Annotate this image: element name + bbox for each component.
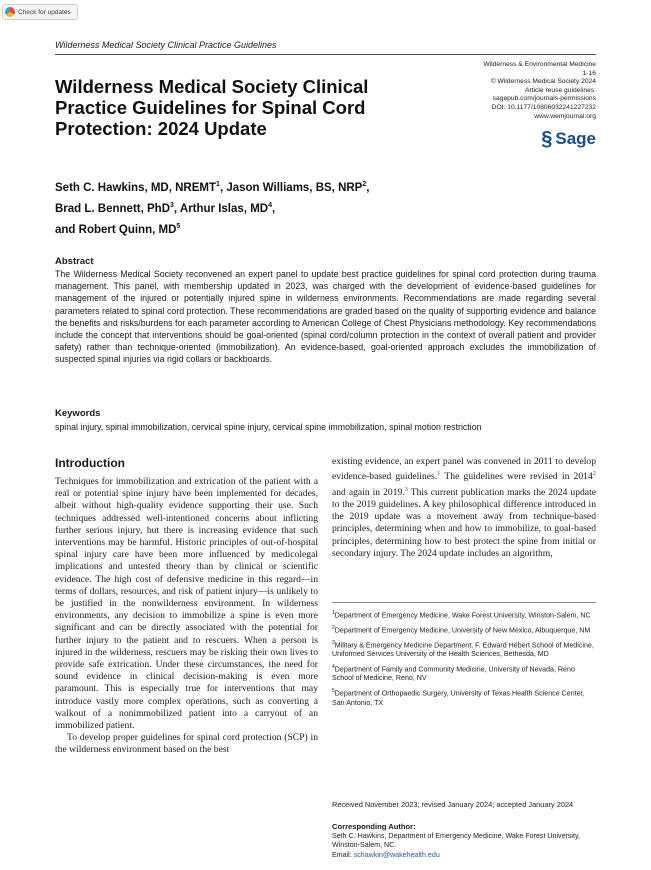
author-affil-ref: 4 xyxy=(268,201,272,209)
author-list xyxy=(55,176,475,238)
check-for-updates-badge[interactable] xyxy=(2,4,78,20)
reuse-label: Article reuse guidelines: xyxy=(525,86,596,94)
citation-link[interactable]: 3 xyxy=(404,485,408,493)
author-line: Brad L. Bennett, PhD$^3$, Arthur Islas, $MD^4$, xyxy=(55,201,276,215)
affiliation-item: $^1$Department of Emergency Medicine, Wake Forest University, Winston-Salem, NC xyxy=(332,610,591,620)
corresponding-author-heading: Corresponding Author: xyxy=(332,822,416,831)
received-dates: Received November 2023; revised January 2024; accepted January 2024 xyxy=(332,800,574,809)
check-updates-icon xyxy=(5,7,15,17)
affiliation-item: $^3$Military & Emergency Medicine Department, F. Edward Hébert School of Medicine, Uniformed Services University of the Health Sciences, Bethesda, MD xyxy=(332,639,594,659)
keywords-text: spinal injury, spinal immobilization, cervical spine injury, cervical spine immobilization, spinal motion restriction xyxy=(55,422,482,432)
corresponding-author-address: Seth C. Hawkins, Department of Emergency Medicine, Wake Forest University, Winston-Salem, NC. xyxy=(332,832,580,850)
check-updates-label: Check for updates xyxy=(18,8,71,16)
author-name: Arthur Islas, MD xyxy=(179,202,269,215)
author-affil-ref: 5 xyxy=(176,222,181,230)
abstract-heading: Abstract xyxy=(55,256,94,267)
citation-link[interactable]: 1 xyxy=(437,470,441,478)
journal-name: Wilderness & Environmental Medicine xyxy=(483,61,596,68)
publisher-logo xyxy=(541,129,596,149)
journal-meta xyxy=(406,61,596,121)
affiliations-divider xyxy=(332,602,596,603)
page-range: 1-16 xyxy=(582,69,596,77)
introduction-heading: Introduction xyxy=(55,456,125,470)
journal-website[interactable]: www.wemjournal.org xyxy=(534,112,596,120)
intro-paragraph-continued: existing evidence, an expert panel was convened in 2011 to develop evidence-based guidelines.$^1$ The guidelines were revised in 2014$^2$ and again in 2019.$^3$ This current publication marks the 2024 update to the 2019 guidelines. A key philosophical difference introduced in the 2019 update was a movement away from technique-based principles, determining when and how to immobilize, to goal-based principles, determining how to best protect the spine from initial or secondary injury. The 2024 update includes an algorithm, xyxy=(332,456,596,559)
article-title: Wilderness Medical Society Clinical Practice Guidelines for Spinal Cord Protection: 2024 Update xyxy=(55,76,369,139)
corresponding-author-details xyxy=(332,832,596,860)
author-affil-ref: 1 xyxy=(216,181,220,188)
publisher-name: Sage xyxy=(555,129,596,148)
affiliation-item: $^5$Department of Orthopaedic Surgery, University of Texas Health Science Center, San Antonio, TX xyxy=(332,687,585,707)
author-name: Brad L. Bennett, PhD xyxy=(55,202,171,215)
author-line: and Robert Quinn, $MD^5$ xyxy=(55,222,181,236)
corresponding-author-email-line: Email: schawkin@wakehealth.edu xyxy=(332,850,440,859)
author-name: Robert Quinn, MD xyxy=(78,223,177,236)
copyright: © Wilderness Medical Society 2024 xyxy=(490,78,596,86)
email-link[interactable]: schawkin@wakehealth.edu xyxy=(353,850,440,859)
doi[interactable]: DOI: 10.1177/10806032241227232 xyxy=(491,103,596,111)
intro-column-right xyxy=(332,456,596,560)
keywords-heading: Keywords xyxy=(55,408,101,419)
affiliations xyxy=(332,609,596,711)
intro-paragraph: Techniques for immobilization and extrication of the patient with a real or potential spine injury have been implemented for decades, albeit without high-quality evidence supporting their use. Such techniques addressed well-intentioned concerns about inflicting further serious injury, but there is increasing evidence that such interventions may be harmful. Historic principles of out-of-hospital spinal injury care have been more influenced by medicolegal implications and untested theory than by clinical or scientific evidence. The high cost of defensive medicine in this regard—in terms of dollars, resources, and risk of patient injury—is unlikely to be justified in the nonwilderness environment. In wilderness environments, any decision to immobilize a spine is even more significant and can be directly associated with the potential for further injury to the patient and to rescuers. When a person is injured in the wilderness, rescuers may be risking their own lives to provide safe extrication. Under these circumstances, the need for sound evidence in clinical decision-making is even more paramount. This is especially true for interventions that may introduce vastly more complex operations, such as converting a walkout of a nonimmobilized patient into a carryout of an immobilized patient. xyxy=(55,476,318,732)
author-name: Seth C. Hawkins, MD, NREMT xyxy=(55,181,217,194)
author-name: Jason Williams, BS, NRP xyxy=(226,181,363,194)
sage-s-logo-icon: § xyxy=(541,128,553,150)
running-head: Wilderness Medical Society Clinical Practice Guidelines xyxy=(55,40,596,55)
abstract-text: The Wilderness Medical Society reconvened an expert panel to update best practice guidelines for spinal cord protection during trauma management. This panel, with membership updated in 2023, was charged with the development of evidence-based guidelines for management of the injured or potentially injured spine in wilderness environments. Recommendations are made regarding several parameters related to spinal cord protection. These recommendations are graded based on the quality of supporting evidence and balance the benefits and risks/burdens for each parameter according to American College of Chest Physicians methodology. Key recommendations include the concept that interventions should be goal-oriented (spinal cord/column protection in the context of overall patient and provider safety) rather than technique-oriented (immobilization). An evidence-based, goal-oriented approach excludes the immobilization of suspected spinal injuries via rigid collars or backboards. xyxy=(55,269,596,365)
intro-column-left xyxy=(55,476,318,757)
author-affil-ref: 2 xyxy=(362,181,367,188)
author-line: Seth C. Hawkins, MD, NREMT$^1$, Jason Williams, BS, NRP$^2$, xyxy=(55,181,370,194)
affiliation-item: $^2$Department of Emergency Medicine, University of New Mexico, Albuquerque, NM xyxy=(332,624,591,635)
author-affil-ref: 3 xyxy=(170,201,174,209)
affiliation-item: $^4$Department of Family and Community Medicine, University of Nevada, Reno School of Medicine, Reno, NV xyxy=(332,663,575,683)
intro-paragraph: To develop proper guidelines for spinal cord protection (SCP) in the wilderness environment based on the best xyxy=(55,732,318,756)
citation-link[interactable]: 2 xyxy=(592,470,596,478)
reuse-link[interactable]: sagepub.com/journals-permissions xyxy=(492,95,596,103)
